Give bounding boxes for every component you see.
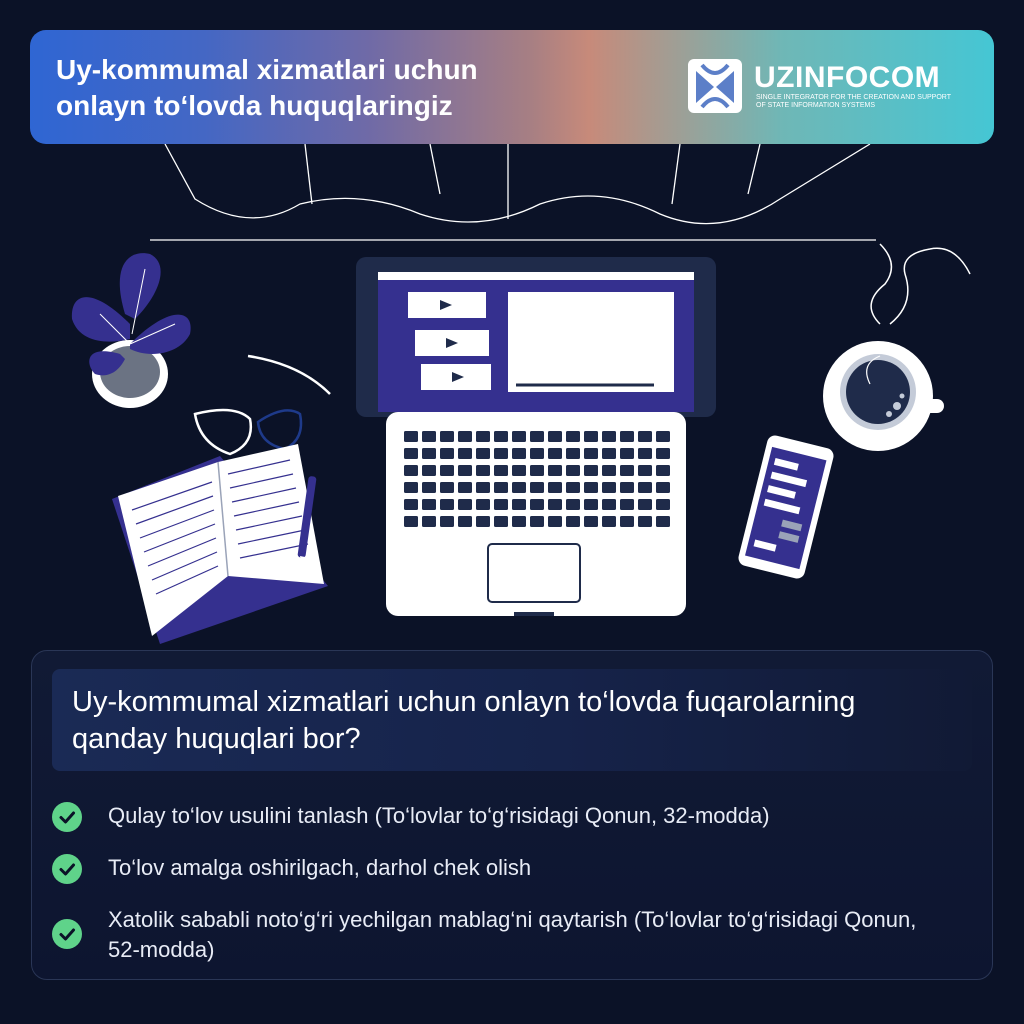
keyboard-key — [530, 516, 544, 527]
keyboard-key — [422, 516, 436, 527]
logo-tagline: SINGLE INTEGRATOR FOR THE CREATION AND SUPPORT OF STATE INFORMATION SYSTEMS — [756, 94, 951, 109]
logo-name: UZINFOCOM — [754, 61, 941, 94]
keyboard-key — [656, 448, 670, 459]
keyboard-key — [620, 499, 634, 510]
keyboard-key — [440, 465, 454, 476]
open-notebook-icon — [112, 444, 328, 644]
keyboard-key — [422, 448, 436, 459]
keyboard-key — [512, 448, 526, 459]
plant-pot-icon — [72, 253, 191, 408]
keyboard-key — [584, 516, 598, 527]
right-text: Xatolik sababli noto‘g‘ri yechilgan mablag‘ni qaytarish (To‘lovlar to‘g‘risidagi Qonun, 52-modda) — [108, 907, 917, 962]
keyboard-key — [566, 431, 580, 442]
keyboard-key — [584, 448, 598, 459]
keyboard-key — [440, 499, 454, 510]
question-heading: Uy-kommumal xizmatlari uchun onlayn to‘lovda fuqarolarning qanday huquqlari bor? — [72, 686, 856, 755]
keyboard-key — [638, 431, 652, 442]
keyboard-key — [476, 431, 490, 442]
keyboard-key — [620, 431, 634, 442]
keyboard-key — [440, 516, 454, 527]
keyboard-key — [458, 482, 472, 493]
check-circle-icon — [52, 919, 82, 949]
keyboard-key — [548, 482, 562, 493]
right-text: Qulay to‘lov usulini tanlash (To‘lovlar to‘g‘risidagi Qonun, 32-modda) — [108, 803, 770, 828]
keyboard-key — [404, 482, 418, 493]
keyboard-key — [476, 448, 490, 459]
smartphone-icon — [737, 434, 835, 580]
keyboard-key — [494, 499, 508, 510]
title-line-2: onlayn to‘lovda huquqlaringiz — [56, 90, 453, 121]
illustration — [0, 144, 1024, 654]
keyboard-key — [476, 465, 490, 476]
keyboard-key — [584, 465, 598, 476]
keyboard-key — [404, 516, 418, 527]
keyboard-key — [530, 465, 544, 476]
keyboard-key — [548, 448, 562, 459]
keyboard-key — [530, 448, 544, 459]
keyboard-key — [512, 465, 526, 476]
keyboard-key — [476, 482, 490, 493]
check-circle-icon — [52, 854, 82, 884]
check-circle-icon — [52, 802, 82, 832]
keyboard-key — [620, 516, 634, 527]
keyboard-key — [404, 465, 418, 476]
keyboard-key — [584, 431, 598, 442]
keyboard-key — [512, 516, 526, 527]
keyboard-key — [602, 448, 616, 459]
keyboard-key — [440, 482, 454, 493]
keyboard-key — [602, 516, 616, 527]
page-title — [56, 52, 656, 124]
keyboard-key — [584, 482, 598, 493]
keyboard-key — [422, 482, 436, 493]
laptop-icon — [356, 257, 716, 616]
keyboard-key — [638, 499, 652, 510]
keyboard-key — [494, 448, 508, 459]
keyboard-key — [566, 448, 580, 459]
keyboard-key — [548, 516, 562, 527]
keyboard-key — [404, 431, 418, 442]
keyboard-key — [512, 431, 526, 442]
keyboard-key — [602, 431, 616, 442]
coffee-cup-icon — [823, 244, 970, 451]
keyboard-key — [458, 516, 472, 527]
keyboard-key — [656, 482, 670, 493]
title-line-1: Uy-kommumal xizmatlari uchun — [56, 54, 478, 85]
keyboard-key — [440, 448, 454, 459]
keyboard-key — [566, 465, 580, 476]
keyboard-key — [656, 499, 670, 510]
keyboard-key — [584, 499, 598, 510]
keyboard-key — [656, 431, 670, 442]
keyboard-key — [548, 465, 562, 476]
keyboard-key — [476, 516, 490, 527]
keyboard-key — [494, 465, 508, 476]
keyboard-key — [602, 465, 616, 476]
keyboard-key — [404, 499, 418, 510]
keyboard-key — [404, 448, 418, 459]
keyboard-key — [530, 431, 544, 442]
keyboard-key — [422, 499, 436, 510]
keyboard-key — [638, 448, 652, 459]
keyboard-key — [458, 499, 472, 510]
keyboard-key — [620, 448, 634, 459]
keyboard-key — [602, 499, 616, 510]
keyboard-key — [638, 465, 652, 476]
right-text: To‘lov amalga oshirilgach, darhol chek olish — [108, 855, 532, 880]
keyboard-key — [476, 499, 490, 510]
keyboard-key — [638, 482, 652, 493]
keyboard-key — [440, 431, 454, 442]
keyboard-key — [566, 516, 580, 527]
keyboard-key — [458, 431, 472, 442]
keyboard-key — [512, 482, 526, 493]
glasses-icon — [195, 356, 330, 454]
question-box — [52, 669, 972, 771]
keyboard-key — [458, 448, 472, 459]
keyboard-key — [530, 482, 544, 493]
keyboard-key — [566, 482, 580, 493]
keyboard-key — [422, 431, 436, 442]
keyboard-key — [548, 431, 562, 442]
keyboard-key — [422, 465, 436, 476]
keyboard-key — [512, 499, 526, 510]
keyboard-key — [602, 482, 616, 493]
hanging-lines-decoration — [150, 144, 876, 240]
keyboard-key — [620, 465, 634, 476]
keyboard-key — [494, 482, 508, 493]
uzinfocom-logo-icon — [686, 57, 744, 115]
keyboard-key — [494, 516, 508, 527]
rights-panel — [31, 650, 993, 980]
keyboard-key — [530, 499, 544, 510]
keyboard-key — [548, 499, 562, 510]
keyboard-key — [620, 482, 634, 493]
header-banner — [30, 30, 994, 144]
keyboard-key — [458, 465, 472, 476]
keyboard-key — [494, 431, 508, 442]
keyboard-key — [656, 516, 670, 527]
keyboard-key — [566, 499, 580, 510]
keyboard-key — [656, 465, 670, 476]
keyboard-key — [638, 516, 652, 527]
